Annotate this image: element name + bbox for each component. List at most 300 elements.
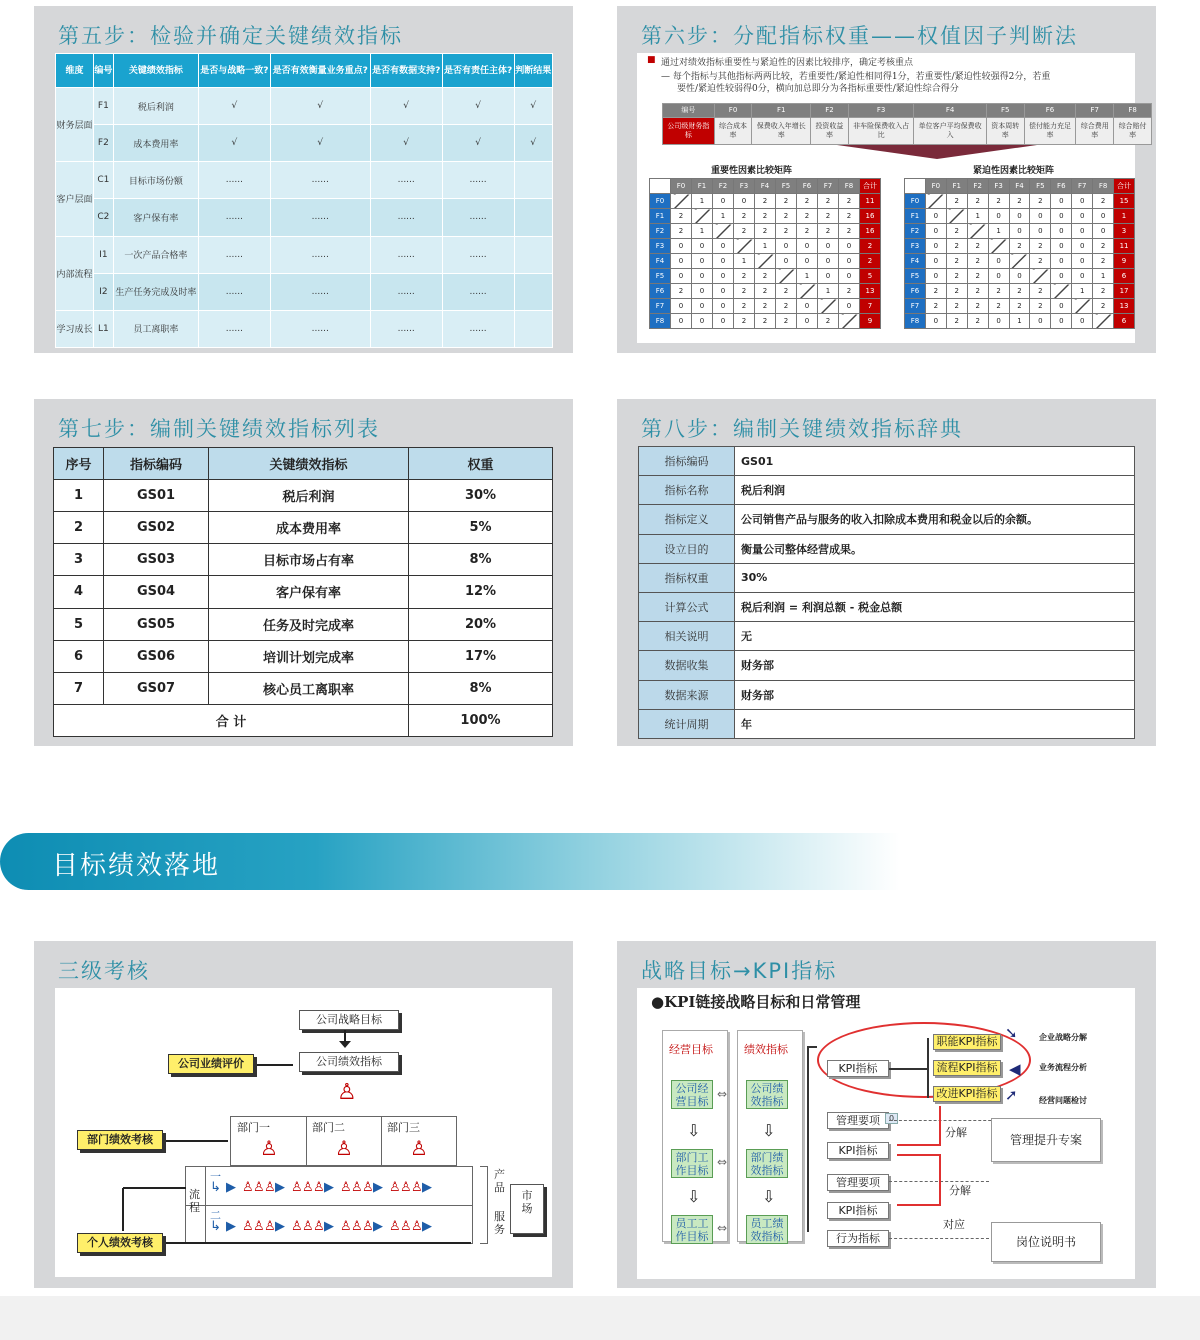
dictionary-row xyxy=(639,563,1135,592)
matrix-cell: 2 xyxy=(967,239,988,254)
matrix-cell: 2 xyxy=(988,284,1009,299)
matrix-cell xyxy=(946,209,967,224)
arrow-right-icon: ▶ xyxy=(373,1219,383,1234)
total-value: 100% xyxy=(409,704,553,736)
dictionary-row xyxy=(639,622,1135,651)
matrix-cell: 2 xyxy=(1093,194,1114,209)
expert-box: 管理提升专案 xyxy=(991,1118,1101,1162)
matrix-cell: 2 xyxy=(1093,299,1114,314)
dept3-label: 部门三 xyxy=(387,1121,420,1134)
matrix-cell xyxy=(1051,284,1072,299)
col-code: F2 xyxy=(967,179,988,194)
sum-cell: 5 xyxy=(860,269,881,284)
matrix-row xyxy=(905,284,1135,299)
name-cell: 投资收益率 xyxy=(811,118,849,145)
matrix-cell: 0 xyxy=(839,254,860,269)
col-code: F5 xyxy=(1030,179,1051,194)
behave-box: 行为指标 xyxy=(827,1230,889,1247)
connector xyxy=(927,1038,929,1098)
person-icon: ♙ xyxy=(260,1136,278,1160)
note3: 经营问题检讨 xyxy=(1039,1096,1087,1105)
table-cell: GS05 xyxy=(104,608,209,640)
sum-header: 合计 xyxy=(860,179,881,194)
matrix-cell: 2 xyxy=(818,209,839,224)
table-cell: ...... xyxy=(370,273,442,310)
section-banner xyxy=(0,833,900,890)
table-cell: 8% xyxy=(409,544,553,576)
product-label: 产品 xyxy=(494,1168,505,1194)
matrix-cell: 2 xyxy=(1009,284,1030,299)
func-kpi-box: 职能KPI指标 xyxy=(933,1034,1001,1050)
table-cell: L1 xyxy=(94,310,114,347)
code-cell: F7 xyxy=(1076,104,1114,118)
staff-goal-box: 员工工作目标 xyxy=(671,1215,713,1244)
matrix-row xyxy=(650,269,881,284)
matrix-cell: 1 xyxy=(734,254,755,269)
matrix-cell: 2 xyxy=(925,299,946,314)
col-code: F8 xyxy=(839,179,860,194)
matrix-cell: 2 xyxy=(946,299,967,314)
step7-table-area xyxy=(53,447,553,737)
table-cell: 2 xyxy=(54,512,104,544)
matrix-cell: 0 xyxy=(925,209,946,224)
matrix-cell: 1 xyxy=(692,224,713,239)
table-cell: √ xyxy=(514,125,552,162)
header-cell: 关键绩效指标 xyxy=(113,54,198,88)
matrix-cell: 0 xyxy=(1072,314,1093,329)
step5-title: 第五步：检验并确定关键绩效指标 xyxy=(58,24,403,48)
bullet-icon: ■ xyxy=(647,55,656,65)
person-icon: ♙ xyxy=(411,1180,423,1195)
matrix-cell: 2 xyxy=(797,194,818,209)
table-row xyxy=(56,273,553,310)
matrix-cell: 0 xyxy=(1072,269,1093,284)
person-icon: ♙ xyxy=(313,1219,325,1234)
matrix-cell: 0 xyxy=(1030,224,1051,239)
dictionary-value: 年 xyxy=(735,709,1135,738)
matrix-cell: 2 xyxy=(734,269,755,284)
down-arrow-icon: ⇩ xyxy=(687,1121,701,1140)
header-cell: 是否有效衡量业务重点? xyxy=(270,54,370,88)
matrix-row xyxy=(650,224,881,239)
table-cell: 成本费用率 xyxy=(209,512,409,544)
step8-title: 第八步：编制关键绩效指标辞典 xyxy=(641,417,963,441)
three-level-diagram xyxy=(55,988,552,1277)
header-cell: 是否有责任主体? xyxy=(442,54,514,88)
table-cell: GS04 xyxy=(104,576,209,608)
urg-title: 紧迫性因素比较矩阵 xyxy=(973,166,1055,176)
name-cell: 资本周转率 xyxy=(986,118,1024,145)
left-arrow-icon: ◀ xyxy=(1009,1060,1021,1078)
matrix-cell: 1 xyxy=(988,224,1009,239)
table-cell xyxy=(514,273,552,310)
table-cell: ...... xyxy=(198,310,270,347)
matrix-cell: 2 xyxy=(946,314,967,329)
matrix-row xyxy=(650,284,881,299)
sum-cell: 11 xyxy=(860,194,881,209)
market-box xyxy=(510,1184,544,1234)
job-box: 岗位说明书 xyxy=(991,1222,1101,1262)
table-cell: √ xyxy=(370,125,442,162)
person-icon: ♙ xyxy=(410,1136,428,1160)
dept-goal-box: 部门工作目标 xyxy=(671,1149,713,1178)
matrix-cell: 2 xyxy=(988,299,1009,314)
sum-cell: 1 xyxy=(1114,209,1135,224)
matrix-cell: 2 xyxy=(946,284,967,299)
company-goal-box: 公司战略目标 xyxy=(299,1010,399,1030)
table-row xyxy=(56,310,553,347)
matrix-row xyxy=(905,224,1135,239)
dictionary-value: 财务部 xyxy=(735,651,1135,680)
arrow-line xyxy=(122,1188,124,1231)
table-cell: ...... xyxy=(442,162,514,199)
matrix-cell: 2 xyxy=(755,194,776,209)
kpi2-box: KPI指标 xyxy=(827,1142,889,1159)
col2-label: 绩效指标 xyxy=(744,1043,788,1056)
matrix-cell: 0 xyxy=(797,254,818,269)
map-label: 对应 xyxy=(943,1218,965,1231)
matrix-cell: 2 xyxy=(1030,254,1051,269)
matrix-cell: 0 xyxy=(818,269,839,284)
step7-panel xyxy=(34,399,573,746)
matrix-cell: 2 xyxy=(1030,284,1051,299)
dictionary-row xyxy=(639,505,1135,534)
step6-line3: 要性/紧迫性较弱得0分，横向加总即分为各指标重要性/紧迫性综合得分 xyxy=(677,84,959,94)
header-cell: 权重 xyxy=(409,448,553,480)
table-cell: √ xyxy=(270,125,370,162)
impr-kpi-box: 改进KPI指标 xyxy=(933,1086,1001,1102)
matrix-cell: 0 xyxy=(988,254,1009,269)
matrix-cell: 1 xyxy=(1093,269,1114,284)
dictionary-key: 设立目的 xyxy=(639,534,735,563)
red-connector xyxy=(897,1144,941,1146)
code-cell: F3 xyxy=(848,104,914,118)
step7-table xyxy=(53,447,553,737)
code-cell: F0 xyxy=(714,104,752,118)
matrix-cell: 2 xyxy=(946,269,967,284)
matrix-cell: 0 xyxy=(734,194,755,209)
matrix-cell: 0 xyxy=(1051,239,1072,254)
arrow-right-icon: ▶ xyxy=(275,1219,285,1234)
step8-table xyxy=(638,446,1135,739)
dimension-cell: 学习成长 xyxy=(56,310,94,347)
down-arrow-icon: ⇩ xyxy=(762,1121,776,1140)
arrow-right-icon: ▶ xyxy=(226,1180,236,1195)
matrix-cell: 0 xyxy=(988,314,1009,329)
row1-label: 一 xyxy=(210,1170,221,1183)
sum-cell: 16 xyxy=(860,224,881,239)
matrix-cell: 2 xyxy=(967,254,988,269)
row-code: F4 xyxy=(650,254,671,269)
matrix-cell: 0 xyxy=(1072,209,1093,224)
col-code: F3 xyxy=(988,179,1009,194)
matrix-row xyxy=(905,314,1135,329)
dictionary-key: 指标定义 xyxy=(639,505,735,534)
step6-panel xyxy=(617,6,1156,353)
matrix-cell: 2 xyxy=(797,224,818,239)
col-code: F7 xyxy=(818,179,839,194)
dictionary-value: 公司销售产品与服务的收入扣除成本费用和税金以后的余额。 xyxy=(735,505,1135,534)
matrix-cell: 0 xyxy=(1093,209,1114,224)
table-cell xyxy=(514,236,552,273)
matrix-cell xyxy=(692,209,713,224)
table-cell: ...... xyxy=(370,310,442,347)
matrix-cell: 0 xyxy=(1072,194,1093,209)
dept2-label: 部门二 xyxy=(312,1121,345,1134)
matrix-row xyxy=(905,194,1135,209)
table-row xyxy=(54,576,553,608)
col-code: F1 xyxy=(692,179,713,194)
row-code: F3 xyxy=(905,239,926,254)
kpi3-box: KPI指标 xyxy=(827,1202,889,1219)
curved-arrow-icon: ➘ xyxy=(1005,1024,1018,1042)
dictionary-key: 计算公式 xyxy=(639,592,735,621)
table-cell: ...... xyxy=(270,273,370,310)
table-cell: ...... xyxy=(442,199,514,236)
dictionary-key: 数据收集 xyxy=(639,651,735,680)
arrow-line xyxy=(166,1242,471,1244)
mgmt1-box: 管理要项 xyxy=(827,1112,889,1129)
sum-cell: 9 xyxy=(1114,254,1135,269)
matrix-cell: 0 xyxy=(1009,224,1030,239)
matrix-cell: 0 xyxy=(988,269,1009,284)
dictionary-value: 税后利润 = 利润总额 - 税金总额 xyxy=(735,592,1135,621)
row-code: F4 xyxy=(905,254,926,269)
matrix-cell xyxy=(967,224,988,239)
row-code: F7 xyxy=(650,299,671,314)
matrix-cell: 0 xyxy=(776,239,797,254)
table-cell: 客户保有率 xyxy=(209,576,409,608)
matrix-cell xyxy=(671,194,692,209)
dictionary-value: 30% xyxy=(735,563,1135,592)
matrix-cell: 0 xyxy=(776,254,797,269)
split1-label: 分解 xyxy=(945,1126,967,1139)
table-cell: F1 xyxy=(94,88,114,125)
table-cell: √ xyxy=(514,88,552,125)
person-icon: ♙ xyxy=(313,1180,325,1195)
matrix-cell xyxy=(839,314,860,329)
divider xyxy=(185,1205,473,1206)
col-code: F0 xyxy=(925,179,946,194)
matrix-cell: 2 xyxy=(1093,284,1114,299)
matrix-cell: 0 xyxy=(692,239,713,254)
matrix-row xyxy=(905,299,1135,314)
table-cell: 4 xyxy=(54,576,104,608)
company-kpi-box: 公司绩效指标 xyxy=(746,1080,788,1109)
table-cell: C2 xyxy=(94,199,114,236)
name-cell: 非车险保费收入占比 xyxy=(848,118,914,145)
table-cell: ...... xyxy=(198,236,270,273)
table-cell: 员工离职率 xyxy=(113,310,198,347)
proc-kpi-box: 流程KPI指标 xyxy=(933,1060,1001,1076)
matrix-cell: 0 xyxy=(925,224,946,239)
matrix-cell: 0 xyxy=(1030,209,1051,224)
step6-content xyxy=(637,53,1147,343)
double-arrow-icon: ⇔ xyxy=(717,1087,728,1101)
matrix-cell xyxy=(1093,314,1114,329)
red-connector xyxy=(939,1154,941,1206)
matrix-cell: 0 xyxy=(1051,269,1072,284)
matrix-cell: 0 xyxy=(839,299,860,314)
table-cell: GS01 xyxy=(104,480,209,512)
total-row xyxy=(54,704,553,736)
kpi-title: 战略目标→KPI指标 xyxy=(641,959,838,983)
table-cell xyxy=(514,162,552,199)
table-cell: 5 xyxy=(54,608,104,640)
arrow-down-icon xyxy=(339,1041,351,1048)
matrix-cell: 0 xyxy=(692,254,713,269)
arrow-right-icon: ▶ xyxy=(324,1219,334,1234)
header-row xyxy=(54,448,553,480)
dictionary-row xyxy=(639,592,1135,621)
red-connector xyxy=(939,1106,941,1146)
flow-row-2 xyxy=(210,1218,472,1238)
matrix-cell: 0 xyxy=(839,239,860,254)
sum-cell: 2 xyxy=(860,239,881,254)
sum-cell: 6 xyxy=(1114,314,1135,329)
person-icon: ♙ xyxy=(291,1180,303,1195)
curved-arrow-icon: ➚ xyxy=(1005,1086,1018,1104)
three-level-panel xyxy=(34,941,573,1288)
matrix-cell: 2 xyxy=(839,224,860,239)
person-icon: ♙ xyxy=(291,1219,303,1234)
table-cell: GS02 xyxy=(104,512,209,544)
matrix-cell: 0 xyxy=(1051,314,1072,329)
service-label: 服务 xyxy=(494,1210,505,1236)
table-cell: 12% xyxy=(409,576,553,608)
matrix-cell: 2 xyxy=(1030,194,1051,209)
table-cell: √ xyxy=(198,88,270,125)
matrix-cell xyxy=(734,239,755,254)
table-cell: 17% xyxy=(409,640,553,672)
matrix-cell: 2 xyxy=(967,284,988,299)
matrix-cell: 1 xyxy=(967,209,988,224)
matrix-cell: 2 xyxy=(776,299,797,314)
matrix-cell: 0 xyxy=(692,269,713,284)
arrow-right-icon: ▶ xyxy=(422,1180,432,1195)
code-cell: F4 xyxy=(914,104,987,118)
person-icon: ♙ xyxy=(302,1219,314,1234)
imp-title: 重要性因素比较矩阵 xyxy=(711,166,793,176)
person-icon: ♙ xyxy=(389,1219,401,1234)
dictionary-key: 指标权重 xyxy=(639,563,735,592)
matrix-cell: 1 xyxy=(1072,284,1093,299)
dictionary-value: 税后利润 xyxy=(735,476,1135,505)
sum-cell: 6 xyxy=(1114,269,1135,284)
row-code: F6 xyxy=(650,284,671,299)
matrix-cell: 2 xyxy=(818,224,839,239)
step5-panel xyxy=(34,6,573,353)
table-cell: GS07 xyxy=(104,672,209,704)
matrix-cell: 0 xyxy=(1072,254,1093,269)
table-row xyxy=(54,544,553,576)
code-cell: F1 xyxy=(752,104,811,118)
matrix-cell: 0 xyxy=(1051,194,1072,209)
arrow-right-icon: ▶ xyxy=(324,1180,334,1195)
bracket xyxy=(480,1166,488,1244)
matrix-cell: 2 xyxy=(776,224,797,239)
matrix-cell: 2 xyxy=(839,194,860,209)
dictionary-key: 指标编码 xyxy=(639,447,735,476)
step5-table-area xyxy=(55,53,553,348)
matrix-cell: 0 xyxy=(1030,314,1051,329)
person-icon: ♙ xyxy=(264,1219,276,1234)
header-cell: 编号 xyxy=(94,54,114,88)
down-arrow-icon xyxy=(837,145,1037,159)
matrix-cell xyxy=(713,224,734,239)
table-cell: 7 xyxy=(54,672,104,704)
matrix-cell: 2 xyxy=(734,209,755,224)
table-cell: ...... xyxy=(370,162,442,199)
person-icon: ♙ xyxy=(351,1180,363,1195)
dictionary-key: 指标名称 xyxy=(639,476,735,505)
matrix-cell: 2 xyxy=(946,239,967,254)
row-code: F6 xyxy=(905,284,926,299)
col-code: F4 xyxy=(1009,179,1030,194)
matrix-cell xyxy=(1030,269,1051,284)
person-icon: ♙ xyxy=(253,1180,265,1195)
total-label: 合 计 xyxy=(54,704,409,736)
corner-cell xyxy=(905,179,926,194)
table-cell: F2 xyxy=(94,125,114,162)
kpi-panel xyxy=(617,941,1156,1288)
code-cell: F5 xyxy=(986,104,1024,118)
down-arrow-icon: ⇩ xyxy=(687,1187,701,1206)
header-row xyxy=(56,54,553,88)
row-code: F0 xyxy=(650,194,671,209)
matrix-cell: 2 xyxy=(755,284,776,299)
matrix-cell: 2 xyxy=(967,314,988,329)
three-title: 三级考核 xyxy=(58,959,150,983)
matrix-cell: 2 xyxy=(734,314,755,329)
matrix-row xyxy=(650,299,881,314)
arrow-line xyxy=(257,1064,293,1066)
matrix-cell: 2 xyxy=(734,224,755,239)
matrix-cell: 2 xyxy=(776,284,797,299)
sum-cell: 16 xyxy=(860,209,881,224)
matrix-cell: 2 xyxy=(988,194,1009,209)
code-cell: F2 xyxy=(811,104,849,118)
table-row xyxy=(56,88,553,125)
name-cell: 综合赔付率 xyxy=(1114,118,1152,145)
col1-label: 经营目标 xyxy=(669,1043,713,1056)
matrix-cell: 2 xyxy=(734,299,755,314)
person-icon: ♙ xyxy=(389,1180,401,1195)
dashed-line xyxy=(889,1238,989,1239)
matrix-cell: 2 xyxy=(925,284,946,299)
matrix-cell: 2 xyxy=(671,284,692,299)
row-header: 公司级财务指标 xyxy=(663,118,715,145)
table-cell: ...... xyxy=(442,273,514,310)
row-code: F1 xyxy=(905,209,926,224)
banner-title: 目标绩效落地 xyxy=(52,851,221,881)
dictionary-key: 相关说明 xyxy=(639,622,735,651)
person-icon: ♙ xyxy=(411,1219,423,1234)
divider xyxy=(205,1166,206,1244)
table-cell: 5% xyxy=(409,512,553,544)
table-cell: 核心员工离职率 xyxy=(209,672,409,704)
table-cell: 生产任务完成及时率 xyxy=(113,273,198,310)
matrix-cell: 0 xyxy=(1093,224,1114,239)
matrix-cell: 2 xyxy=(755,224,776,239)
flow-row-1 xyxy=(210,1179,472,1199)
header-cell: 是否有数据支持? xyxy=(370,54,442,88)
person-icon: ♙ xyxy=(335,1136,353,1160)
matrix-cell: 0 xyxy=(692,284,713,299)
col-code: F2 xyxy=(713,179,734,194)
header-cell: 关键绩效指标 xyxy=(209,448,409,480)
person-icon: ♙ xyxy=(253,1219,265,1234)
